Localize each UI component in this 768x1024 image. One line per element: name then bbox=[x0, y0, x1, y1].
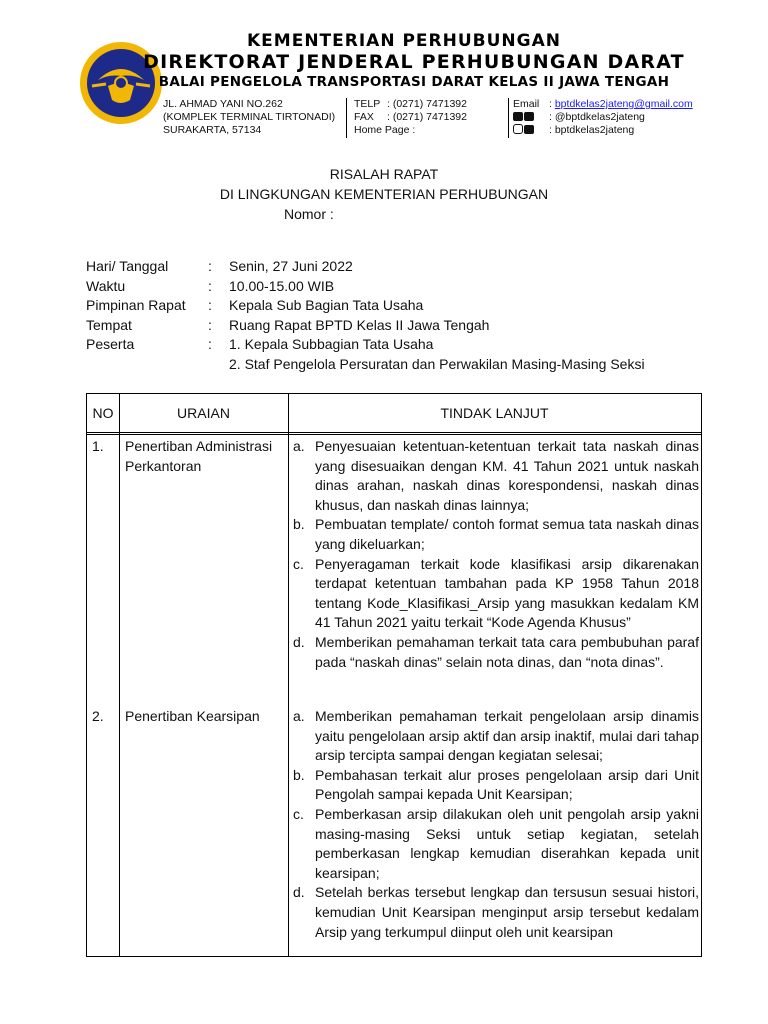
address-line: SURAKARTA, 57134 bbox=[163, 124, 262, 136]
header-uraian: URAIAN bbox=[177, 405, 230, 421]
doc-number: Nomor : bbox=[284, 206, 334, 222]
action-letter: d. bbox=[293, 633, 305, 650]
row-actions bbox=[289, 437, 699, 672]
divider bbox=[508, 98, 509, 138]
info-colon: : bbox=[208, 336, 212, 352]
action-text: Penyesuaian ketentuan-ketentuan terkait tata naskah dinas yang disesuaikan dengan KM. 41 Tahun 2021 untuk naskah dinas arahan, naskah dinas korespondensi, naskah dinas khusus, dan naskah dinas lainnya; bbox=[315, 438, 699, 513]
row-actions bbox=[289, 707, 699, 942]
tiktok-icon bbox=[524, 125, 534, 134]
header-divider bbox=[87, 432, 701, 435]
telp-label: TELP bbox=[354, 98, 381, 110]
info-value: Ruang Rapat BPTD Kelas II Jawa Tengah bbox=[229, 316, 490, 333]
social-handle: : @bptdkelas2jateng bbox=[549, 111, 645, 123]
action-text: Pembahasan terkait alur proses pengelolaan arsip dari Unit Pengolah sampai kepada Unit Kearsipan; bbox=[315, 766, 699, 803]
info-value: Senin, 27 Juni 2022 bbox=[229, 258, 353, 274]
action-letter: d. bbox=[293, 884, 305, 901]
column-divider bbox=[119, 394, 120, 956]
action-item bbox=[289, 883, 699, 942]
doc-title: RISALAH RAPAT bbox=[329, 166, 439, 182]
email-sep: : bbox=[549, 98, 552, 110]
office-phone-block bbox=[354, 98, 467, 137]
info-value: Kepala Sub Bagian Tata Usaha bbox=[229, 297, 424, 313]
address-line: JL. AHMAD YANI NO.262 bbox=[163, 98, 283, 110]
kop-office: BALAI PENGELOLA TRANSPORTASI DARAT KELAS II JAWA TENGAH bbox=[158, 74, 670, 90]
action-letter: c. bbox=[293, 555, 304, 572]
info-colon: : bbox=[208, 258, 212, 274]
row-number: 1. bbox=[92, 438, 104, 454]
doc-subtitle: DI LINGKUNGAN KEMENTERIAN PERHUBUNGAN bbox=[219, 186, 549, 202]
info-label: Peserta bbox=[86, 336, 135, 352]
row-number: 2. bbox=[92, 708, 104, 724]
header-no: NO bbox=[92, 405, 114, 421]
info-label: Pimpinan Rapat bbox=[86, 297, 186, 313]
action-text: Penyeragaman terkait kode klasifikasi arsip dikarenakan terdapat ketentuan tambahan pada KP 1958 Tahun 2018 tentang Kode_Klasifikasi_Arsip yang masukkan kedalam KM 41 Tahun 2021 yaitu terkait “Kode Agenda Khusus” bbox=[315, 555, 699, 631]
action-text: Memberikan pemahaman terkait tata cara pembubuhan paraf pada “naskah dinas” selain nota dinas, dan “nota dinas”. bbox=[315, 633, 699, 670]
action-letter: a. bbox=[293, 708, 305, 724]
action-item bbox=[289, 633, 699, 672]
telp-value: : (0271) 7471392 bbox=[387, 98, 467, 110]
action-item bbox=[289, 555, 699, 633]
row-uraian: Penertiban Kearsipan bbox=[125, 708, 260, 724]
action-letter: a. bbox=[293, 438, 305, 454]
action-letter: b. bbox=[293, 766, 305, 783]
instagram-icon bbox=[513, 124, 523, 134]
info-label: Hari/ Tanggal bbox=[86, 258, 169, 274]
kop-directorate: DIREKTORAT JENDERAL PERHUBUNGAN DARAT bbox=[143, 51, 685, 73]
kop-ministry: KEMENTERIAN PERHUBUNGAN bbox=[247, 31, 561, 51]
header-tindak-lanjut: TINDAK LANJUT bbox=[440, 405, 549, 421]
action-text: Memberikan pemahaman terkait pengelolaan arsip dinamis yaitu pengelolaan arsip aktif dan arsip inaktif, mulai dari tahap arsip tercipta sampai dengan kegiatan selesai; bbox=[315, 708, 699, 764]
info-colon: : bbox=[208, 316, 212, 333]
email-link[interactable]: bptdkelas2jateng@gmail.com bbox=[554, 98, 693, 110]
twitter-icon bbox=[524, 112, 534, 121]
social-handle: : bptdkelas2jateng bbox=[549, 124, 635, 136]
minutes-table bbox=[86, 393, 702, 957]
email-label: Email bbox=[513, 98, 540, 110]
info-colon: : bbox=[208, 297, 212, 313]
youtube-icon bbox=[513, 112, 523, 121]
office-contact-block bbox=[513, 98, 693, 137]
action-item bbox=[289, 805, 699, 883]
divider bbox=[346, 98, 347, 138]
info-colon: : bbox=[208, 277, 212, 294]
action-item bbox=[289, 707, 699, 766]
info-label: Waktu bbox=[86, 277, 126, 294]
homepage-label: Home Page : bbox=[354, 124, 416, 136]
office-address bbox=[163, 98, 335, 137]
action-text: Pemberkasan arsip dilakukan oleh unit pengolah arsip yakni masing-masing Seksi untuk setiap kegiatan, setelah pemberkasan lengkap kemudian diserahkan kepada unit kearsipan; bbox=[315, 805, 699, 881]
action-letter: c. bbox=[293, 805, 304, 822]
fax-value: : (0271) 7471392 bbox=[387, 111, 467, 123]
info-value: 1. Kepala Subbagian Tata Usaha bbox=[229, 336, 434, 352]
info-value: 2. Staf Pengelola Persuratan dan Perwakilan Masing-Masing Seksi bbox=[229, 355, 645, 372]
fax-label: FAX bbox=[354, 111, 374, 123]
action-text: Pembuatan template/ contoh format semua tata naskah dinas yang dikeluarkan; bbox=[315, 516, 699, 552]
row-uraian: Penertiban Administrasi Perkantoran bbox=[125, 438, 273, 474]
action-item bbox=[289, 515, 699, 554]
address-line: (KOMPLEK TERMINAL TIRTONADI) bbox=[163, 111, 336, 123]
action-item bbox=[289, 437, 699, 515]
info-label: Tempat bbox=[86, 316, 132, 333]
action-letter: b. bbox=[293, 516, 305, 533]
info-value: 10.00-15.00 WIB bbox=[229, 277, 335, 294]
action-item bbox=[289, 766, 699, 805]
action-text: Setelah berkas tersebut lengkap dan tersusun sesuai histori, kemudian Unit Kearsipan menginput arsip tersebut kedalam Arsip yang terkumpul diinput oleh unit kearsipan bbox=[315, 884, 699, 940]
